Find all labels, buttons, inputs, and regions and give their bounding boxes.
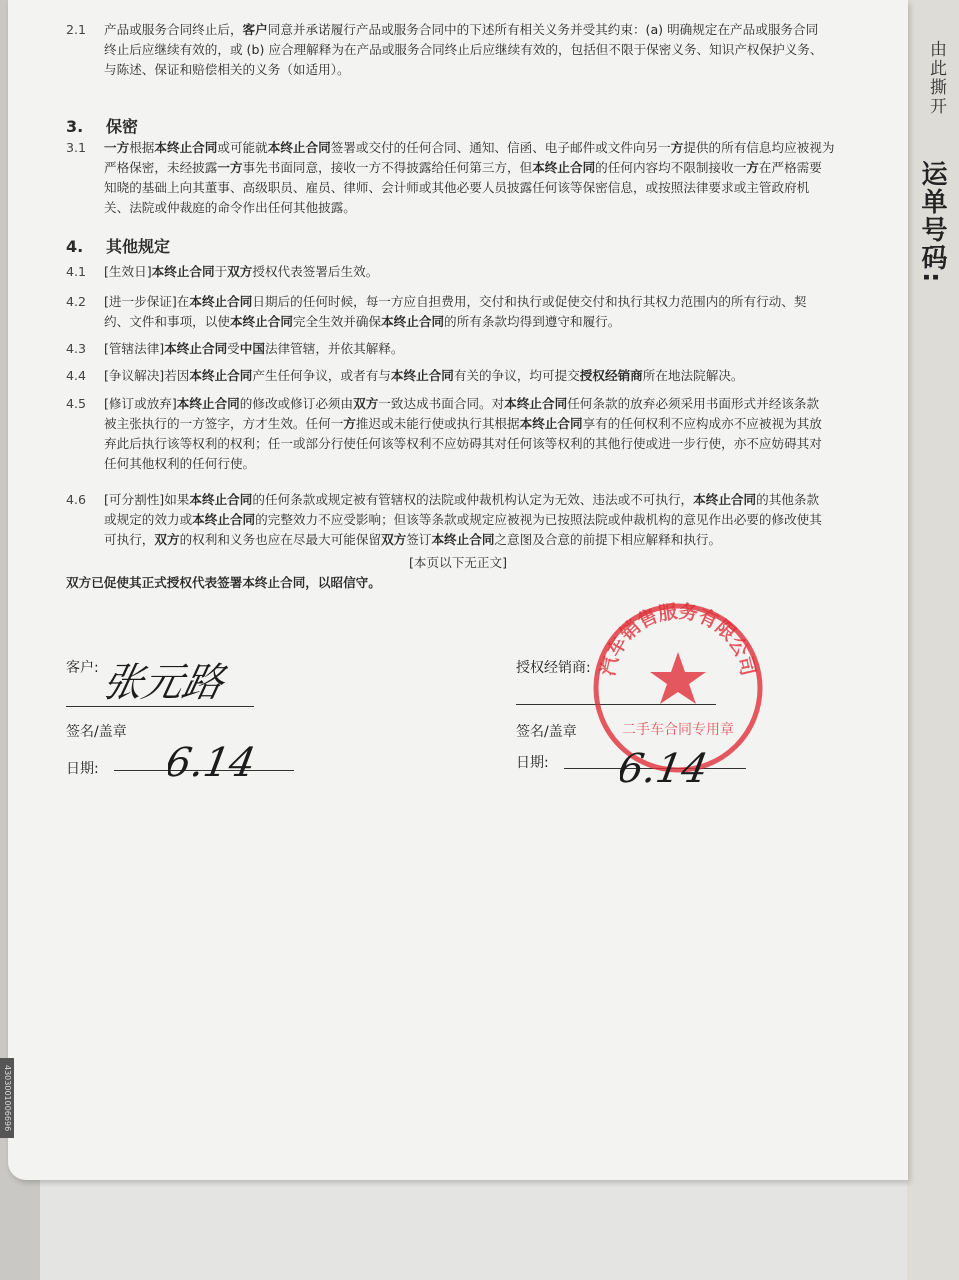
clause-4-5 [66,394,886,474]
clause-text: 的任何条款或规定被有管辖权的法院或仲裁机构认定为无效、违法或不可执行， [252,492,694,507]
clause-text: 弃此后执行该等权利的权利；任一或部分行使任何该等权利不应妨碍其对任何该等权利的其他行使或进一步行使，亦不应妨碍其对 [104,436,822,451]
defined-term: 本终止合同 [189,294,253,309]
clause-text: 约、文件和事项，以使 [104,314,230,329]
clause-body [104,394,886,474]
clause-text: 事先书面同意，接收一方不得披露给任何第三方，但 [242,160,533,175]
clause-text: [争议解决] [104,368,165,383]
clause-text: 终止后应继续有效的，或 (b) 应合理解释为在产品或服务合同终止后应继续有效的，包括但不限于保密义务、知识产权保护义务、 [104,42,823,57]
clause-number: 4.6 [66,492,87,507]
defined-term: 双方 [227,264,253,279]
defined-term: 一方 [217,160,243,175]
clause-text: 的权利和义务也应在尽最大可能保留 [179,532,382,547]
clause-text: 的所有条款均得到遵守和履行。 [444,314,621,329]
clause-text: 或可能就 [217,140,268,155]
clause-2-1 [66,20,886,80]
customer-label: 客户: [66,660,99,676]
customer-date-handwritten [168,728,268,792]
defined-term: 本终止合同 [519,416,583,431]
handwritten-date-icon [168,728,268,788]
clause-text: 在严格需要 [758,160,822,175]
clause-text: 提供的所有信息均应被视为 [683,140,835,155]
clause-line [104,40,886,60]
defined-term: 本终止合同 [431,532,495,547]
clause-line [104,434,886,454]
clause-line [104,292,886,312]
clause-body [104,138,886,218]
clause-line [104,158,886,178]
defined-term: 双方 [353,396,379,411]
clause-body [104,20,886,80]
clause-4-6 [66,490,886,550]
clause-text: [生效日] [104,264,152,279]
side-tear-strip [907,0,959,1280]
clause-text: 严格保密，未经披露 [104,160,218,175]
defined-term: 本终止合同 [176,396,240,411]
clause-text: [可分割性] [104,492,165,507]
clause-text: 之意图及合意的前提下相应解释和执行。 [494,532,722,547]
clause-text: 被主张执行的一方签字，方才生效。任何一 [104,416,344,431]
clause-text: 产品或服务合同终止后， [104,22,243,37]
witness-statement [66,572,381,591]
clause-line [104,510,886,530]
clause-line [104,366,886,386]
customer-date-label: 日期: [66,761,99,777]
defined-term: 双方 [381,532,407,547]
clause-number: 3.1 [66,140,87,155]
clause-line [104,394,886,414]
defined-term: 本终止合同 [192,512,256,527]
clause-text: 的完整效力不应受影响；但该等条款或规定应被视为已按照法院或仲裁机构的意见作出必要的修改使其 [255,512,822,527]
customer-signature [106,650,266,714]
clause-text: 的其他条款 [756,492,820,507]
dealer-label: 授权经销商: [516,660,591,676]
clause-text: 受 [227,341,240,356]
clause-text: [修订或放弃] [104,396,177,411]
defined-term: 本终止合同 [151,264,215,279]
clause-text: 的任何内容均不限制接收一 [595,160,747,175]
clause-line [104,490,886,510]
section-title: 其他规定 [106,237,171,256]
defined-term: 双方 [66,575,92,590]
clause-number: 4.3 [66,341,87,356]
clause-text: 若因 [164,368,190,383]
customer-sign-label: 签名/盖章 [66,724,127,740]
clause-text: 享有的任何权利不应构成亦不应被视为其放 [582,416,822,431]
defined-term: 本终止合同 [693,492,757,507]
customer-signature-text: 张元路 [106,658,229,706]
contract-page [8,0,908,1180]
defined-term: 方 [343,416,356,431]
defined-term: 方 [670,140,684,155]
clause-text: 如果 [164,492,190,507]
seal-inner-text: 二手车合同专用章 [622,722,734,738]
clause-text: 推迟或未能行使或执行其根据 [355,416,520,431]
clause-3-1 [66,138,886,218]
section-title: 保密 [106,117,139,136]
witness-text: 已促使其正式授权代表签署 [91,575,243,590]
clause-text: 有关的争议，均可提交 [453,368,580,383]
defined-term: 方 [746,160,759,175]
clause-text: 的修改或修订必须由 [239,396,354,411]
defined-term: 本终止合同 [242,575,306,590]
clause-line [104,454,886,474]
defined-term: 本终止合同 [154,140,218,155]
clause-text: 任何其他权利的任何行使。 [104,456,256,471]
clause-number: 4.2 [66,294,87,309]
clause-text: 与陈述、保证和赔偿相关的义务（如适用）。 [104,62,350,77]
clause-text: 可执行， [104,532,155,547]
defined-term: 一方 [104,140,130,155]
clause-4-3 [66,339,886,359]
defined-term: 本终止合同 [532,160,596,175]
clause-text: 关、法院或仲裁庭的命令作出任何其他披露。 [104,200,356,215]
defined-term: 客户 [242,22,268,37]
clause-line [104,339,886,359]
defined-term: 本终止合同 [164,341,228,356]
dealer-date-label: 日期: [516,755,549,771]
clause-text: 产生任何争议，或者有与 [252,368,391,383]
dealer-sign-label: 签名/盖章 [516,724,577,740]
clause-body [104,339,886,359]
defined-term: 本终止合同 [504,396,568,411]
clause-text: 任何条款的放弃必须采用书面形式并经该条款 [567,396,820,411]
customer-date-text: 6.14 [168,739,260,786]
clause-line [104,60,886,80]
clause-line [104,530,886,550]
clause-number: 4.4 [66,368,87,383]
end-of-text-note: [本页以下无正文] [409,555,507,570]
clause-line [104,178,886,198]
handwritten-signature-icon [106,650,266,710]
section-heading [66,114,138,137]
clause-line [104,414,886,434]
dealer-date-handwritten [620,736,720,800]
clause-text: 知晓的基础上向其董事、高级职员、雇员、律师、会计师或其他必要人员披露任何该等保密信息，或按照法律要求或主管政府机 [104,180,810,195]
clause-text: 在 [176,294,190,309]
clause-text: 签订 [406,532,432,547]
defined-term: 本终止合同 [381,314,445,329]
clause-text: [管辖法律] [104,341,165,356]
defined-term: 双方 [154,532,180,547]
clause-text: 签署或交付的任何合同、通知、信函、电子邮件或文件向另一 [330,140,671,155]
dealer-date-text: 6.14 [620,745,712,792]
clause-body [104,366,886,386]
defined-term: 本终止合同 [189,368,253,383]
barcode-sticker: 4303001006696 [0,1058,14,1138]
clause-text: 法律管辖，并依其解释。 [264,341,404,356]
seal-outer-text: 汽车销售服务有限公司 [596,600,760,678]
section-number: 3. [66,117,84,136]
defined-term: 本终止合同 [229,314,293,329]
witness-text: ，以昭信守。 [305,575,381,590]
clause-body [104,262,886,282]
clause-text: 日期后的任何时候，每一方应自担费用，交付和执行或促使交付和执行其权力范围内的所有行动、契 [252,294,807,309]
section-heading [66,234,170,257]
clause-number: 2.1 [66,22,87,37]
defined-term: 中国 [239,341,265,356]
clause-text: 同意并承诺履行产品或服务合同中的下述所有相关义务并受其约束：(a) 明确规定在产品或服务合同 [267,22,819,37]
clause-text: [进一步保证] [104,294,177,309]
clause-text: 授权代表签署后生效。 [252,264,379,279]
tear-hint-text: 由此撕开 [926,40,946,116]
clause-line [104,262,886,282]
clause-line [104,20,886,40]
clause-text: 完全生效并确保 [292,314,382,329]
section-number: 4. [66,237,84,256]
clause-body [104,490,886,550]
clause-line [104,198,886,218]
clause-4-2 [66,292,886,332]
defined-term: 本终止合同 [267,140,331,155]
defined-term: 本终止合同 [189,492,253,507]
clause-text: 或规定的效力或 [104,512,193,527]
clause-4-1 [66,262,886,282]
clause-text: 根据 [129,140,155,155]
clause-4-4 [66,366,886,386]
clause-text: 所在地法院解决。 [642,368,744,383]
clause-number: 4.5 [66,396,87,411]
defined-term: 本终止合同 [390,368,454,383]
defined-term: 授权经销商 [579,368,643,383]
clause-text: 于 [214,264,228,279]
clause-text: 一致达成书面合同。对 [378,396,505,411]
handwritten-date-icon [620,736,720,796]
clause-body [104,292,886,332]
waybill-number-label: 运单号码: [917,160,947,285]
clause-line [104,138,886,158]
clause-line [104,312,886,332]
clause-number: 4.1 [66,264,87,279]
